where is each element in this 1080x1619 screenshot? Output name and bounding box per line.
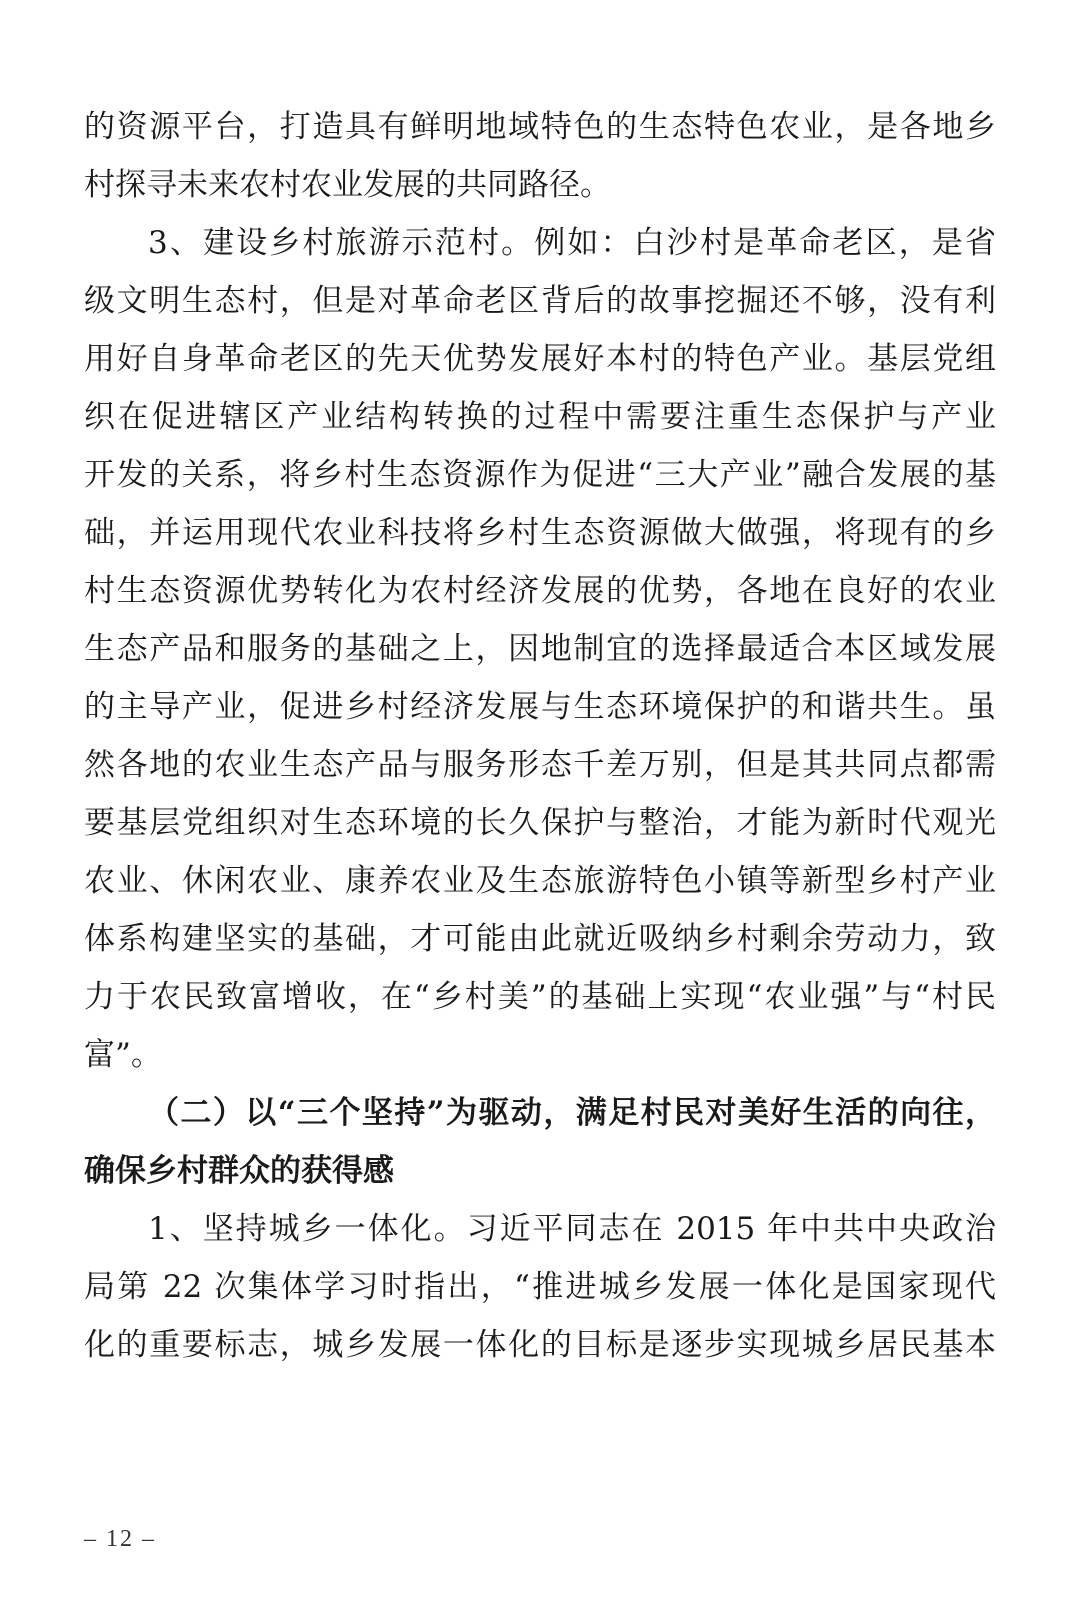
text-line: 用好自身革命老区的先天优势发展好本村的特色产业。基层党组: [84, 341, 996, 377]
text-line: 体系构建坚实的基础，才可能由此就近吸纳乡村剩余劳动力，致: [84, 921, 996, 957]
text-line: 织在促进辖区产业结构转换的过程中需要注重生态保护与产业: [84, 399, 996, 435]
page-number: – 12 –: [84, 1526, 156, 1552]
text-line: 1、坚持城乡一体化。习近平同志在 2015 年中共中央政治: [148, 1211, 996, 1247]
text-line: 的主导产业，促进乡村经济发展与生态环境保护的和谐共生。虽: [84, 689, 996, 725]
text-line: 开发的关系，将乡村生态资源作为促进“三大产业”融合发展的基: [84, 457, 996, 493]
text-line: 的资源平台，打造具有鲜明地域特色的生态特色农业，是各地乡: [84, 109, 996, 145]
text-line: 富”。: [84, 1037, 162, 1073]
text-line: 力于农民致富增收，在“乡村美”的基础上实现“农业强”与“村民: [84, 979, 996, 1015]
section-heading-line: 确保乡村群众的获得感: [84, 1153, 394, 1189]
text-line: 村探寻未来农村农业发展的共同路径。: [84, 167, 611, 203]
text-line: 然各地的农业生态产品与服务形态千差万别，但是其共同点都需: [84, 747, 996, 783]
text-line: 生态产品和服务的基础之上，因地制宜的选择最适合本区域发展: [84, 631, 996, 667]
body-text: [84, 98, 996, 1374]
text-line: 要基层党组织对生态环境的长久保护与整治，才能为新时代观光: [84, 805, 996, 841]
section-heading-line: （二）以“三个坚持”为驱动，满足村民对美好生活的向往，: [148, 1095, 996, 1131]
text-line: 局第 22 次集体学习时指出，“推进城乡发展一体化是国家现代: [84, 1269, 996, 1305]
text-line: 村生态资源优势转化为农村经济发展的优势，各地在良好的农业: [84, 573, 996, 609]
text-line: 级文明生态村，但是对革命老区背后的故事挖掘还不够，没有利: [84, 283, 996, 319]
text-line: 3、建设乡村旅游示范村。例如：白沙村是革命老区，是省: [148, 225, 996, 261]
text-line: 农业、休闲农业、康养农业及生态旅游特色小镇等新型乡村产业: [84, 863, 996, 899]
text-line: 化的重要标志，城乡发展一体化的目标是逐步实现城乡居民基本: [84, 1327, 996, 1363]
text-line: 础，并运用现代农业科技将乡村生态资源做大做强，将现有的乡: [84, 515, 996, 551]
